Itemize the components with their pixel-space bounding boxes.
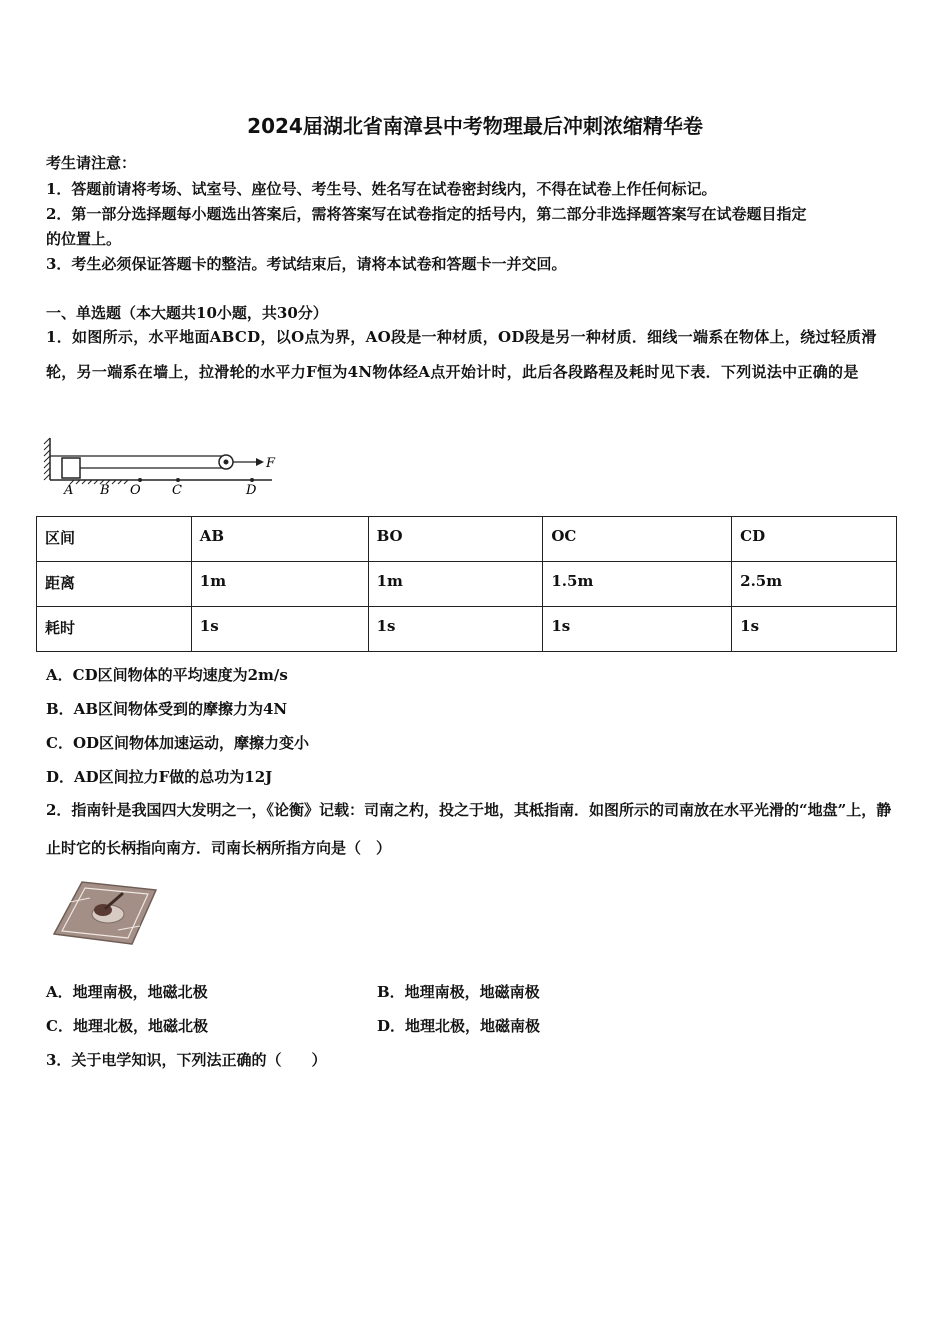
notice-item-2: 2．第一部分选择题每小题选出答案后，需将答案写在试卷指定的括号内，第二部分非选择题答案写在试卷题目指定 — [46, 205, 807, 223]
table-row — [37, 517, 897, 562]
table-cell: 区间 — [37, 517, 192, 562]
table-cell: 1.5m — [543, 562, 732, 607]
label-d: D — [246, 483, 257, 498]
q2-option-b: B．地理南极，地磁南极 — [377, 983, 540, 1001]
force-arrowhead — [256, 458, 264, 466]
section-heading: 一、单选题（本大题共10小题，共30分） — [46, 304, 328, 322]
point-d — [250, 478, 254, 482]
table-row — [37, 607, 897, 652]
table-cell: 1m — [368, 562, 543, 607]
q2-option-a: A．地理南极，地磁北极 — [46, 983, 208, 1001]
q1-stem: 1．如图所示，水平地面ABCD，以O点为界，AO段是一种材质，OD段是另一种材质．细线一端系在物体上，绕过轻质滑轮，另一端系在墙上，拉滑轮的水平力F恒为4N物体经A点开始计时，此后各段路程及耗时见下表．下列说法中正确的是 — [46, 328, 877, 381]
point-c — [176, 478, 180, 482]
table-cell: CD — [732, 517, 897, 562]
table-cell: 1s — [543, 607, 732, 652]
pulley-diagram — [42, 434, 282, 500]
q1-option-d: D．AD区间拉力F做的总功为12J — [46, 768, 273, 786]
wall-hatching — [44, 438, 50, 480]
label-c: C — [172, 483, 182, 498]
block — [62, 458, 80, 478]
label-f: F — [266, 456, 276, 471]
table-cell: 距离 — [37, 562, 192, 607]
q3-stem: 3．关于电学知识，下列法正确的（ ） — [46, 1051, 327, 1069]
notice-item-2-cont: 的位置上。 — [46, 230, 122, 248]
notice-item-1: 1．答题前请将考场、试室号、座位号、考生号、姓名写在试卷密封线内，不得在试卷上作任何标记。 — [46, 180, 717, 198]
label-o: O — [130, 483, 141, 498]
table-cell: BO — [368, 517, 543, 562]
table-cell: 1s — [732, 607, 897, 652]
q1-option-c: C．OD区间物体加速运动，摩擦力变小 — [46, 734, 310, 752]
q2-option-d: D．地理北极，地磁南极 — [377, 1017, 541, 1035]
q1-option-a: A．CD区间物体的平均速度为2m/s — [46, 666, 288, 684]
segment-table — [36, 516, 897, 652]
table-cell: AB — [191, 517, 368, 562]
q2-stem: 2．指南针是我国四大发明之一，《论衡》记载：司南之杓，投之于地，其柢指南．如图所示的司南放在水平光滑的“地盘”上，静止时它的长柄指向南方．司南长柄所指方向是（ ） — [46, 801, 892, 857]
label-a: A — [64, 483, 74, 498]
notice-heading: 考生请注意： — [46, 154, 137, 172]
pulley-axle — [224, 460, 229, 465]
table-cell: OC — [543, 517, 732, 562]
compass-spoon-image — [48, 876, 160, 946]
table-cell: 1m — [191, 562, 368, 607]
q1-option-b: B．AB区间物体受到的摩擦力为4N — [46, 700, 288, 718]
table-cell: 2.5m — [732, 562, 897, 607]
table-cell: 1s — [191, 607, 368, 652]
notice-item-3: 3．考生必须保证答题卡的整洁。考试结束后，请将本试卷和答题卡一并交回。 — [46, 255, 567, 273]
label-b: B — [100, 483, 110, 498]
q2-option-c: C．地理北极，地磁北极 — [46, 1017, 208, 1035]
page-title: 2024届湖北省南漳县中考物理最后冲刺浓缩精华卷 — [247, 114, 703, 138]
table-row — [37, 562, 897, 607]
table-cell: 耗时 — [37, 607, 192, 652]
point-o — [138, 478, 142, 482]
table-cell: 1s — [368, 607, 543, 652]
